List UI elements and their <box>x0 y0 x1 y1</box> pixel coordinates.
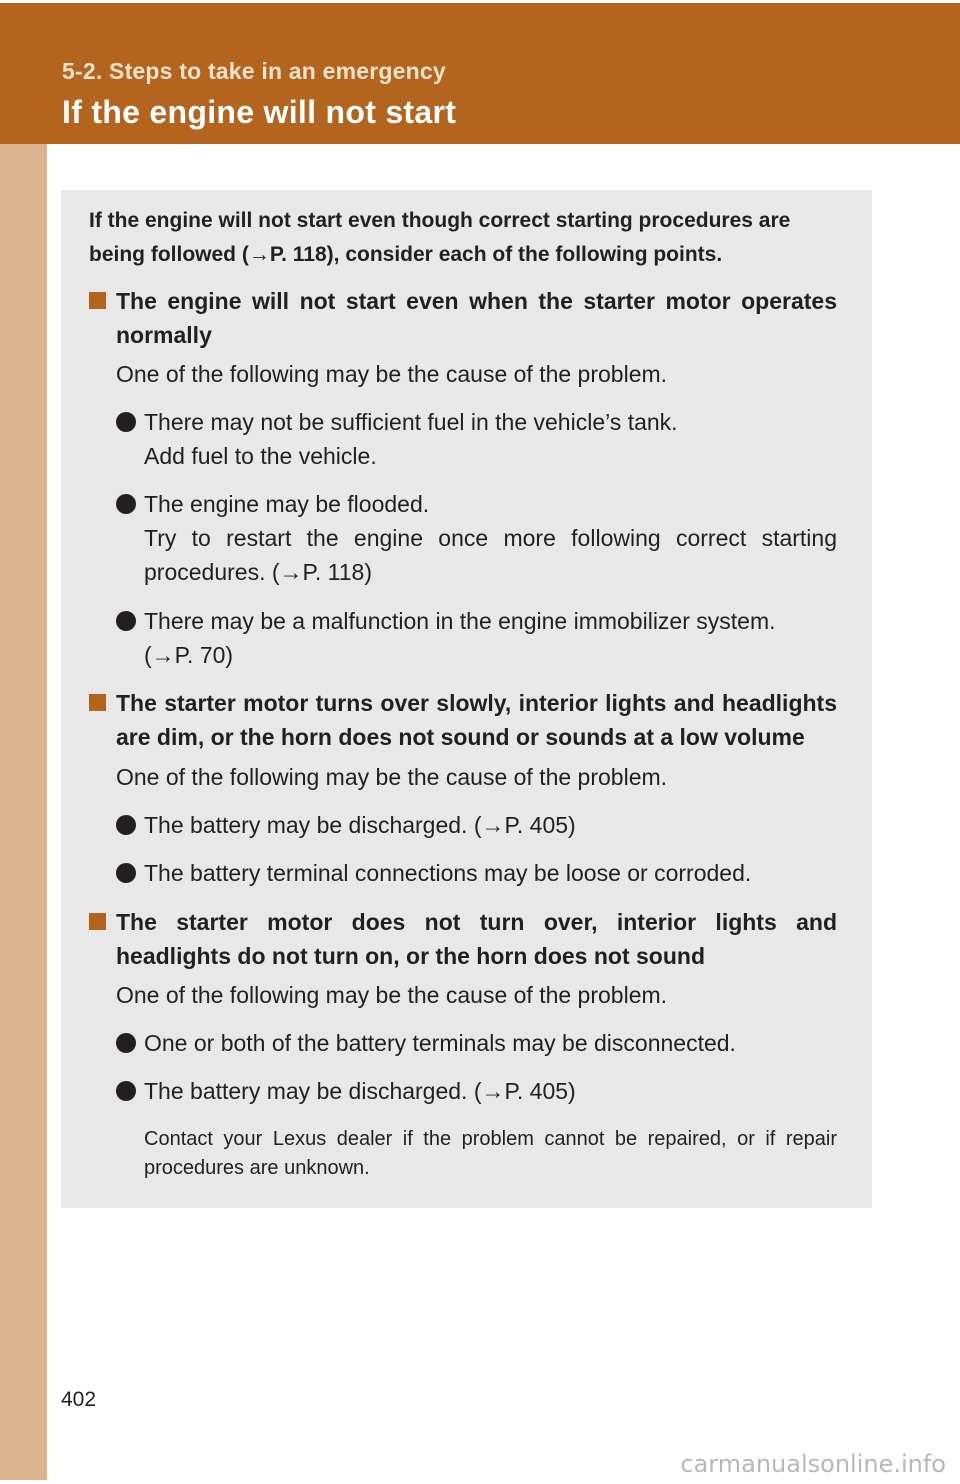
section-lead-3: One of the following may be the cause of the problem. <box>116 982 668 1008</box>
intro-paragraph <box>89 204 837 272</box>
bullet-subtext: Try to restart the engine once more following correct starting procedures. (→P. 118) <box>144 525 837 585</box>
bullet-text: The engine may be flooded. <box>144 491 430 517</box>
page-number: 402 <box>61 1388 97 1411</box>
square-bullet-icon <box>89 913 106 930</box>
bullet-subtext: Add fuel to the vehicle. <box>144 443 377 469</box>
section-label: 5-2. Steps to take in an emergency <box>62 58 446 84</box>
round-bullet-icon <box>116 863 136 883</box>
section-lead-2: One of the following may be the cause of the problem. <box>116 764 668 790</box>
bullet-text: The battery may be discharged. (→P. 405) <box>144 1078 576 1104</box>
header-top-line <box>0 0 960 3</box>
section-heading-3 <box>89 905 837 973</box>
intro-line-1: If the engine will not start even though correct starting procedures are <box>89 209 791 232</box>
bullet-item <box>116 1074 837 1108</box>
bullet-item <box>116 1026 837 1060</box>
section-heading-text: The starter motor turns over slowly, interior lights and headlights are dim, or the horn does not sound or sounds at a low volume <box>116 690 837 750</box>
bullet-text: The battery may be discharged. (→P. 405) <box>144 812 576 838</box>
bullet-item <box>116 604 837 672</box>
bullet-text: One or both of the battery terminals may be disconnected. <box>144 1030 736 1056</box>
watermark-link[interactable]: carmanualsonline.info <box>680 1450 946 1478</box>
bullet-item <box>116 487 837 589</box>
section-heading-text: The starter motor does not turn over, interior lights and headlights do not turn on, or the horn does not sound <box>116 909 837 969</box>
bullet-text: There may be a malfunction in the engine immobilizer system. <box>144 608 776 634</box>
section-heading-text: The engine will not start even when the starter motor operates normally <box>116 288 837 348</box>
round-bullet-icon <box>116 412 136 432</box>
dealer-note: Contact your Lexus dealer if the problem cannot be repaired, or if repair procedures are unknown. <box>144 1128 837 1179</box>
bullet-item <box>116 856 837 890</box>
bullet-text: The battery terminal connections may be loose or corroded. <box>144 860 752 886</box>
section-heading-1 <box>89 284 837 352</box>
round-bullet-icon <box>116 494 136 514</box>
square-bullet-icon <box>89 292 106 309</box>
bullet-text: There may not be sufficient fuel in the vehicle’s tank. <box>144 409 678 435</box>
section-heading-2 <box>89 686 837 754</box>
round-bullet-icon <box>116 815 136 835</box>
square-bullet-icon <box>89 694 106 711</box>
page-header <box>0 0 960 144</box>
intro-line-2: being followed (→P. 118), consider each of the following points. <box>89 243 723 266</box>
bullet-subtext: (→P. 70) <box>144 642 234 668</box>
bullet-item <box>116 405 837 473</box>
section-lead-1: One of the following may be the cause of the problem. <box>116 361 668 387</box>
bottom-line <box>0 1480 960 1484</box>
bullet-item <box>116 808 837 842</box>
round-bullet-icon <box>116 1033 136 1053</box>
page-title: If the engine will not start <box>62 94 457 130</box>
side-strip <box>0 144 47 1480</box>
round-bullet-icon <box>116 611 136 631</box>
round-bullet-icon <box>116 1081 136 1101</box>
content-panel <box>61 190 872 1208</box>
